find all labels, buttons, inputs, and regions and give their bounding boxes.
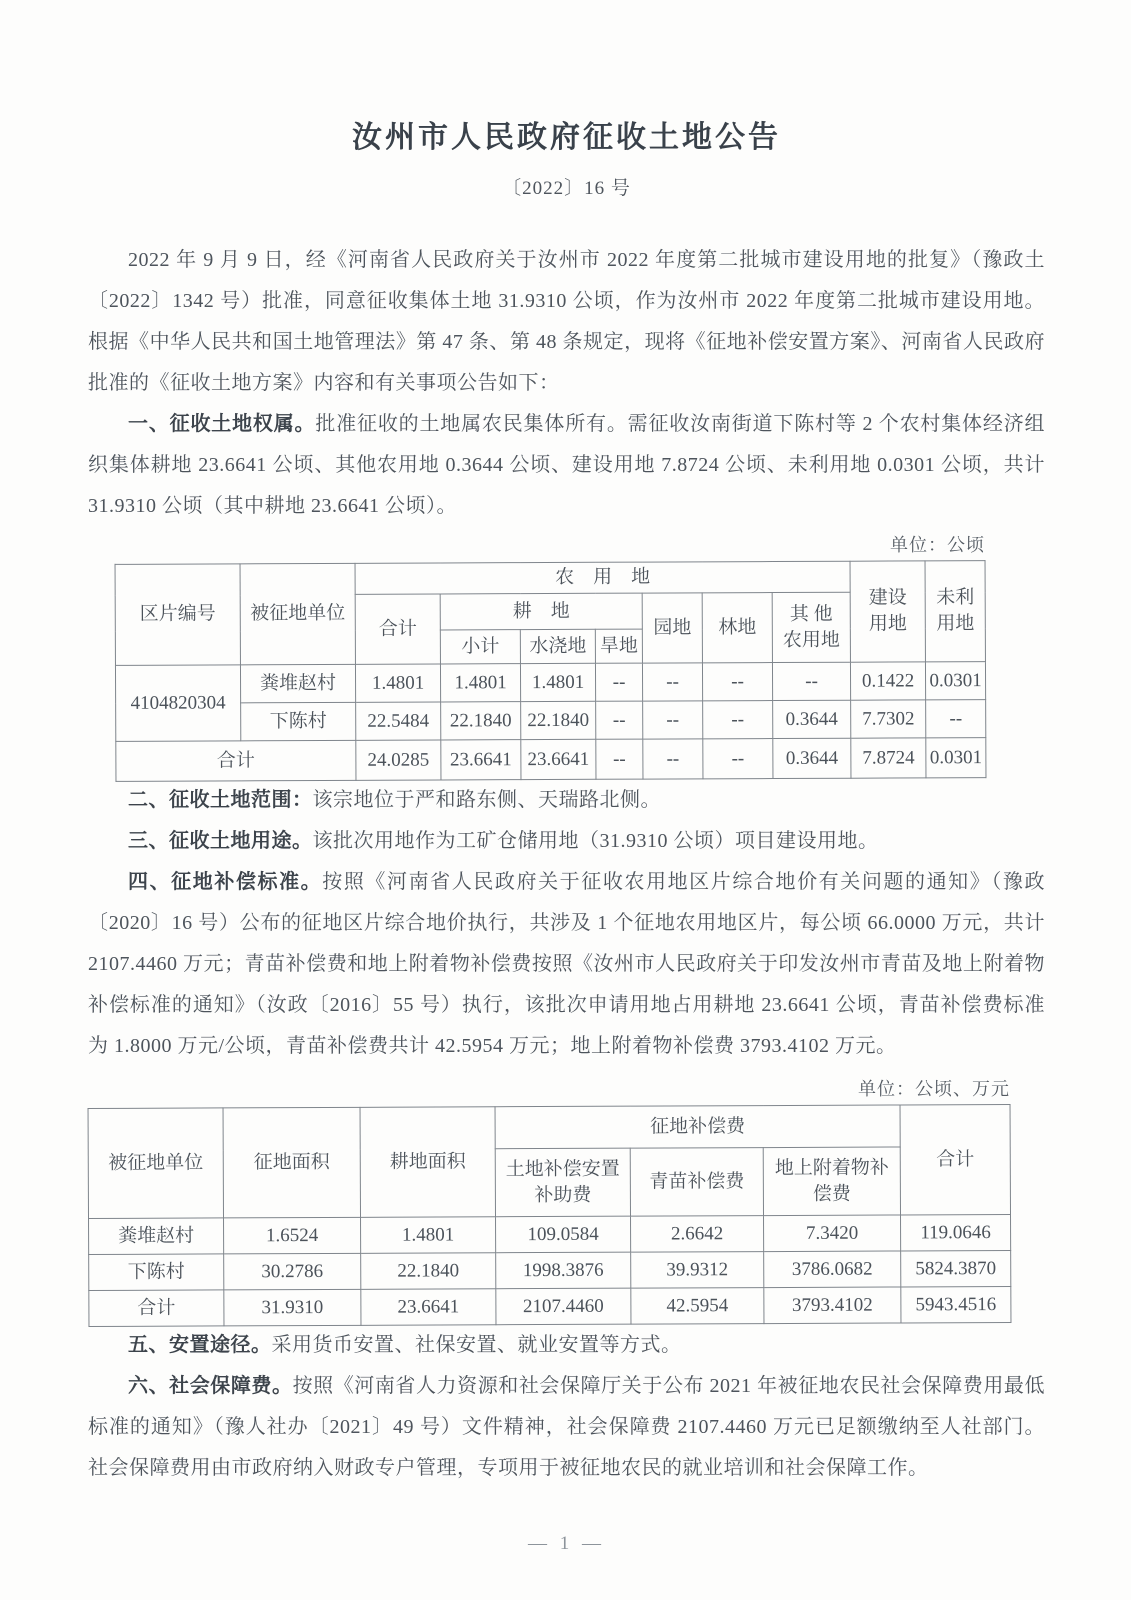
table-cell: -- [596, 701, 643, 739]
t2-cell-village: 粪堆赵村 [89, 1218, 224, 1255]
table-cell: 7.8724 [851, 738, 926, 778]
table-cell: 23.6641 [521, 739, 596, 779]
t2-header-seedling: 青苗补偿费 [630, 1148, 763, 1217]
t1-cell-total-label: 合计 [116, 740, 356, 781]
t2-header-total: 合计 [900, 1104, 1010, 1214]
section-6-heading: 六、社会保障费。 [128, 1375, 293, 1397]
table-cell: 39.9312 [631, 1252, 764, 1289]
t2-header-compensation: 征地补偿费 [495, 1105, 900, 1149]
table-cell: 5943.4516 [901, 1286, 1011, 1322]
t1-header-subtotal: 小计 [440, 630, 520, 664]
table-cell: 2.6642 [631, 1216, 764, 1253]
table-cell: -- [642, 663, 702, 701]
table-cell: 0.3644 [773, 738, 851, 778]
t1-cell-block-code: 4104820304 [115, 665, 240, 742]
document-number: 〔2022〕16 号 [502, 178, 631, 199]
table-cell: 0.1422 [851, 662, 926, 700]
table-row [89, 1250, 1011, 1290]
t1-header-cultivated: 耕 地 [440, 593, 642, 630]
section-2-heading: 二、征收土地范围： [128, 789, 313, 811]
t1-header-other-agri: 其 他 农用地 [772, 592, 850, 662]
section-3-heading: 三、征收土地用途。 [128, 830, 313, 852]
table-row-total [89, 1286, 1011, 1326]
table-cell: 0.0301 [926, 738, 986, 778]
table-cell: 23.6641 [361, 1289, 496, 1326]
table-cell: 1.6524 [224, 1217, 361, 1254]
section-4-heading: 四、征地补偿标准。 [128, 871, 323, 893]
table-cell: 3786.0682 [764, 1251, 901, 1288]
t1-header-forest: 林地 [702, 593, 772, 663]
t1-header-dry: 旱地 [595, 629, 642, 663]
table-cell: 22.1840 [521, 701, 596, 739]
t2-cell-total-label: 合计 [89, 1290, 224, 1327]
t2-header-land-comp: 土地补偿安置 补助费 [495, 1148, 630, 1217]
table-cell: 24.0285 [356, 740, 441, 780]
table-cell: 31.9310 [224, 1289, 361, 1326]
section-1-text: 批准征收的土地属农民集体所有。需征收汝南街道下陈村等 2 个农村集体经济组织集体耕地 23.6641 公顷、其他农用地 0.3644 公顷、建设用地 7.8724 公顷、未利用地 0.0301 公顷，共计 31.9310 公顷（其中耕地 23.6641 公顷）。 [88, 413, 1046, 517]
table-row [115, 662, 985, 704]
table-cell: 119.0646 [901, 1214, 1011, 1250]
table-row [89, 1214, 1011, 1254]
section-2-text: 该宗地位于严和路东侧、天瑞路北侧。 [312, 789, 661, 811]
table-cell: -- [703, 701, 773, 739]
t2-header-area: 征地面积 [223, 1107, 360, 1218]
t1-header-unit: 被征地单位 [240, 563, 355, 665]
section-4-paragraph [88, 862, 1045, 1067]
table-cell: -- [703, 739, 773, 779]
section-5-heading: 五、安置途径。 [128, 1334, 272, 1356]
compensation-table [88, 1104, 1012, 1327]
t1-header-agri-land: 农 用 地 [355, 561, 850, 594]
table-cell: -- [595, 663, 642, 701]
table-cell: 1998.3876 [496, 1252, 631, 1289]
table-cell: 1.4801 [361, 1217, 496, 1254]
t2-header-unit: 被征地单位 [88, 1108, 223, 1219]
section-5-paragraph [88, 1325, 1045, 1366]
table-cell: 0.0301 [926, 662, 986, 700]
table-cell: 22.5484 [356, 702, 441, 740]
table-cell: 3793.4102 [764, 1287, 901, 1324]
t2-header-attachment: 地上附着物补 偿费 [763, 1147, 900, 1216]
section-1-heading: 一、征收土地权属。 [128, 413, 316, 435]
table-cell: -- [926, 700, 986, 738]
table-cell: 23.6641 [441, 740, 521, 780]
table-cell: -- [643, 701, 703, 739]
section-1-paragraph [88, 404, 1045, 527]
table-row-total [116, 738, 986, 782]
table-cell: 1.4801 [440, 664, 520, 702]
table-cell: 22.1840 [441, 702, 521, 740]
table-cell: 22.1840 [361, 1253, 496, 1290]
table-cell: 7.7302 [851, 700, 926, 738]
table-cell: -- [596, 739, 643, 779]
table-cell: 42.5954 [631, 1288, 764, 1325]
section-6-text: 按照《河南省人力资源和社会保障厅关于公布 2021 年被征地农民社会保障费用最低标准的通知》（豫人社办〔2021〕49 号）文件精神，社会保障费 2107.4460 万元已足额缴纳至人社部门。社会保障费用由市政府纳入财政专户管理，专项用于被征地农民的就业培训和社会保障工作。 [88, 1375, 1046, 1479]
t2-cell-village: 下陈村 [89, 1254, 224, 1291]
table-cell: 7.3420 [764, 1215, 901, 1252]
table-cell: 30.2786 [224, 1253, 361, 1290]
page-number: — 1 — [528, 1533, 605, 1554]
table-cell: 1.4801 [355, 664, 440, 702]
section-6-paragraph [88, 1366, 1045, 1489]
document-title: 汝州市人民政府征收土地公告 [352, 121, 781, 154]
t1-header-block-code: 区片编号 [115, 564, 240, 666]
unit-label-table2: 单位：公顷、万元 [858, 1079, 1010, 1099]
table-cell: 0.3644 [773, 700, 851, 738]
table-cell: 1.4801 [520, 663, 595, 701]
table-row [116, 700, 986, 742]
t1-header-unused-land: 未利 用地 [925, 561, 985, 662]
table-cell: -- [772, 662, 850, 700]
table-cell: 109.0584 [496, 1216, 631, 1253]
unit-label-table1: 单位：公顷 [890, 535, 985, 555]
land-area-table [115, 560, 987, 782]
section-5-text: 采用货币安置、社保安置、就业安置等方式。 [271, 1334, 682, 1356]
t1-cell-village: 下陈村 [241, 702, 356, 741]
t1-header-agri-total: 合计 [355, 594, 440, 664]
t1-header-irrigated: 水浇地 [520, 629, 595, 663]
section-3-paragraph [88, 821, 1045, 862]
t1-header-construction-land: 建设 用地 [850, 561, 925, 662]
section-4-text: 按照《河南省人民政府关于征收农用地区片综合地价有关问题的通知》（豫政〔2020〕16 号）公布的征地区片综合地价执行，共涉及 1 个征地农用地区片，每公顷 66.0000 万元，共计 2107.4460 万元；青苗补偿费和地上附着物补偿费按照《汝州市人民政府关于印发汝州市青苗及地上附着物补偿标准的通知》（汝政〔2016〕55 号）执行，该批次申请用地占用耕地 23.6641 公顷，青苗补偿费标准为 1.8000 万元/公顷，青苗补偿费共计 42.5954 万元；地上附着物补偿费 3793.4102 万元。 [88, 871, 1045, 1057]
table-cell: -- [702, 663, 772, 701]
t2-header-cultivated-area: 耕地面积 [360, 1107, 495, 1218]
paragraph-intro: 2022 年 9 月 9 日，经《河南省人民政府关于汝州市 2022 年度第二批城市建设用地的批复》（豫政土〔2022〕1342 号）批准，同意征收集体土地 31.9310 公顷，作为汝州市 2022 年度第二批城市建设用地。根据《中华人民共和国土地管理法》第 47 条、第 48 条规定，现将《征地补偿安置方案》、河南省人民政府批准的《征收土地方案》内容和有关事项公告如下： [88, 249, 1045, 394]
table-cell: 5824.3870 [901, 1250, 1011, 1286]
section-2-paragraph [88, 780, 1045, 821]
t1-cell-village: 粪堆赵村 [240, 664, 355, 703]
table-cell: 2107.4460 [496, 1288, 631, 1325]
table-cell: -- [643, 739, 703, 779]
section-3-text: 该批次用地作为工矿仓储用地（31.9310 公顷）项目建设用地。 [312, 830, 879, 852]
t1-header-garden: 园地 [642, 593, 702, 663]
